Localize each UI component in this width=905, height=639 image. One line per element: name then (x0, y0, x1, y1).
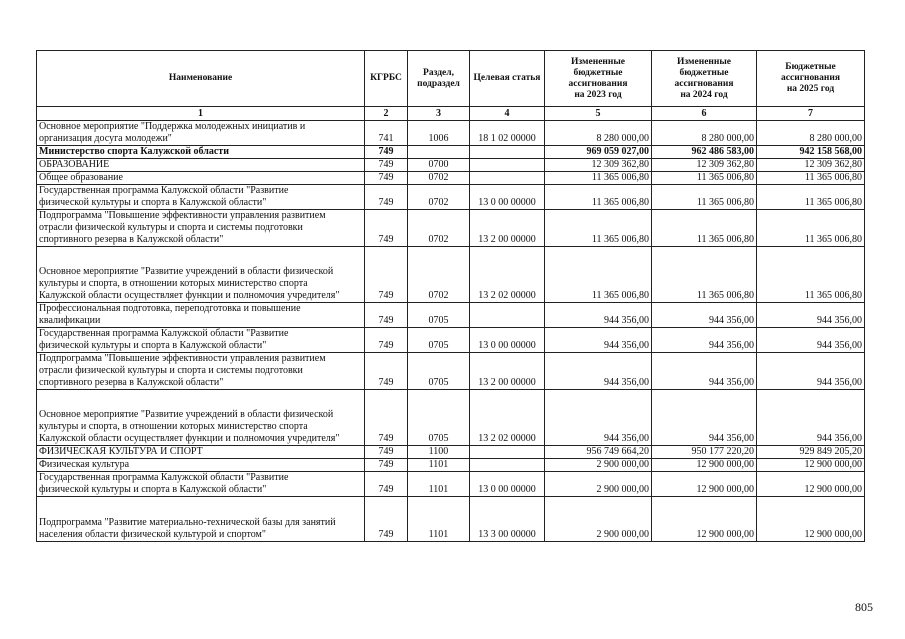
row-target (470, 303, 545, 328)
table-row (37, 146, 865, 159)
row-target: 18 1 02 00000 (470, 121, 545, 146)
row-2024: 11 365 006,80 (652, 247, 757, 303)
row-kgrbs: 749 (365, 390, 408, 446)
row-name: ОБРАЗОВАНИЕ (37, 159, 365, 172)
row-name: Государственная программа Калужской области "Развитие физической культуры и спорта в Калужской области" (37, 185, 365, 210)
row-2025: 944 356,00 (757, 353, 865, 390)
row-section: 1101 (408, 459, 470, 472)
row-section: 0705 (408, 390, 470, 446)
row-kgrbs: 749 (365, 247, 408, 303)
row-2025: 11 365 006,80 (757, 210, 865, 247)
row-target (470, 172, 545, 185)
header-2024: Измененные бюджетные ассигнования на 2024 год (652, 51, 757, 107)
row-2023: 8 280 000,00 (545, 121, 652, 146)
row-name: Подпрограмма "Развитие материально-технической базы для занятий населения области физической культурой и спортом" (37, 497, 365, 542)
row-target (470, 146, 545, 159)
row-2023: 12 309 362,80 (545, 159, 652, 172)
header-section: Раздел, подраздел (408, 51, 470, 107)
row-target (470, 159, 545, 172)
row-2025: 11 365 006,80 (757, 247, 865, 303)
row-2025: 12 900 000,00 (757, 472, 865, 497)
row-2023: 944 356,00 (545, 390, 652, 446)
row-2023: 944 356,00 (545, 303, 652, 328)
table-row (37, 353, 865, 390)
row-2023: 2 900 000,00 (545, 497, 652, 542)
row-kgrbs: 741 (365, 121, 408, 146)
row-2025: 12 900 000,00 (757, 497, 865, 542)
header-kgrbs: КГРБС (365, 51, 408, 107)
row-kgrbs: 749 (365, 328, 408, 353)
row-2025: 8 280 000,00 (757, 121, 865, 146)
table-row (37, 172, 865, 185)
row-target: 13 3 00 00000 (470, 497, 545, 542)
table-row (37, 459, 865, 472)
column-number: 3 (408, 107, 470, 121)
row-2023: 11 365 006,80 (545, 247, 652, 303)
table-row (37, 390, 865, 446)
row-name: ФИЗИЧЕСКАЯ КУЛЬТУРА И СПОРТ (37, 446, 365, 459)
budget-table (36, 50, 865, 542)
row-name: Физическая культура (37, 459, 365, 472)
row-section: 0702 (408, 172, 470, 185)
table-row (37, 328, 865, 353)
row-section: 1101 (408, 497, 470, 542)
column-number-row (37, 107, 865, 121)
row-2025: 944 356,00 (757, 390, 865, 446)
header-target: Целевая статья (470, 51, 545, 107)
row-name: Подпрограмма "Повышение эффективности управления развитием отрасли физической культуры и спорта и системы подготовки спортивного резерва в Калужской области" (37, 353, 365, 390)
row-2023: 956 749 664,20 (545, 446, 652, 459)
row-2025: 11 365 006,80 (757, 172, 865, 185)
row-2025: 11 365 006,80 (757, 185, 865, 210)
row-target: 13 0 00 00000 (470, 328, 545, 353)
row-name: Подпрограмма "Повышение эффективности управления развитием отрасли физической культуры и спорта и системы подготовки спортивного резерва в Калужской области" (37, 210, 365, 247)
row-kgrbs: 749 (365, 210, 408, 247)
row-section: 1006 (408, 121, 470, 146)
column-number: 4 (470, 107, 545, 121)
table-row (37, 247, 865, 303)
row-2023: 11 365 006,80 (545, 172, 652, 185)
row-2023: 2 900 000,00 (545, 472, 652, 497)
row-section: 1100 (408, 446, 470, 459)
row-2024: 12 900 000,00 (652, 497, 757, 542)
row-2023: 944 356,00 (545, 353, 652, 390)
table-row (37, 185, 865, 210)
row-2025: 929 849 205,20 (757, 446, 865, 459)
row-target: 13 2 00 00000 (470, 210, 545, 247)
row-section: 0705 (408, 303, 470, 328)
row-2025: 944 356,00 (757, 328, 865, 353)
row-2024: 11 365 006,80 (652, 210, 757, 247)
table-body (37, 121, 865, 542)
row-section: 0702 (408, 210, 470, 247)
table-row (37, 121, 865, 146)
row-kgrbs: 749 (365, 185, 408, 210)
row-kgrbs: 749 (365, 459, 408, 472)
row-2024: 12 900 000,00 (652, 459, 757, 472)
header-name: Наименование (37, 51, 365, 107)
row-target: 13 2 00 00000 (470, 353, 545, 390)
row-name: Государственная программа Калужской области "Развитие физической культуры и спорта в Калужской области" (37, 472, 365, 497)
row-2024: 944 356,00 (652, 328, 757, 353)
column-number: 1 (37, 107, 365, 121)
column-number: 5 (545, 107, 652, 121)
row-kgrbs: 749 (365, 159, 408, 172)
table-header (37, 51, 865, 121)
row-section: 1101 (408, 472, 470, 497)
row-2024: 944 356,00 (652, 353, 757, 390)
row-target: 13 2 02 00000 (470, 390, 545, 446)
row-2024: 11 365 006,80 (652, 185, 757, 210)
row-section (408, 146, 470, 159)
table-row (37, 472, 865, 497)
row-2024: 944 356,00 (652, 303, 757, 328)
row-section: 0705 (408, 328, 470, 353)
row-2024: 944 356,00 (652, 390, 757, 446)
row-2025: 942 158 568,00 (757, 146, 865, 159)
row-2023: 969 059 027,00 (545, 146, 652, 159)
row-section: 0705 (408, 353, 470, 390)
row-target (470, 459, 545, 472)
row-kgrbs: 749 (365, 146, 408, 159)
column-number: 7 (757, 107, 865, 121)
row-section: 0700 (408, 159, 470, 172)
row-2024: 8 280 000,00 (652, 121, 757, 146)
header-row (37, 51, 865, 107)
row-2023: 11 365 006,80 (545, 185, 652, 210)
header-2025: Бюджетные ассигнования на 2025 год (757, 51, 865, 107)
column-number: 6 (652, 107, 757, 121)
row-2024: 950 177 220,20 (652, 446, 757, 459)
table-row (37, 446, 865, 459)
row-name: Министерство спорта Калужской области (37, 146, 365, 159)
table-row (37, 303, 865, 328)
row-name: Общее образование (37, 172, 365, 185)
table-row (37, 210, 865, 247)
row-name: Государственная программа Калужской области "Развитие физической культуры и спорта в Калужской области" (37, 328, 365, 353)
table-row (37, 159, 865, 172)
row-kgrbs: 749 (365, 472, 408, 497)
row-name: Основное мероприятие "Поддержка молодежных инициатив и организация досуга молодежи" (37, 121, 365, 146)
row-2023: 11 365 006,80 (545, 210, 652, 247)
row-2023: 2 900 000,00 (545, 459, 652, 472)
row-target: 13 0 00 00000 (470, 472, 545, 497)
row-2024: 962 486 583,00 (652, 146, 757, 159)
row-target (470, 446, 545, 459)
row-2024: 11 365 006,80 (652, 172, 757, 185)
row-name: Основное мероприятие "Развитие учреждений в области физической культуры и спорта, в отношении которых министерство спорта Калужской области осуществляет функции и полномочия учредителя" (37, 247, 365, 303)
row-section: 0702 (408, 247, 470, 303)
row-2025: 12 900 000,00 (757, 459, 865, 472)
row-2025: 12 309 362,80 (757, 159, 865, 172)
row-2025: 944 356,00 (757, 303, 865, 328)
row-name: Основное мероприятие "Развитие учреждений в области физической культуры и спорта, в отношении которых министерство спорта Калужской области осуществляет функции и полномочия учредителя" (37, 390, 365, 446)
row-section: 0702 (408, 185, 470, 210)
row-2024: 12 309 362,80 (652, 159, 757, 172)
row-kgrbs: 749 (365, 303, 408, 328)
row-kgrbs: 749 (365, 172, 408, 185)
row-kgrbs: 749 (365, 353, 408, 390)
row-2024: 12 900 000,00 (652, 472, 757, 497)
row-target: 13 0 00 00000 (470, 185, 545, 210)
row-kgrbs: 749 (365, 497, 408, 542)
column-number: 2 (365, 107, 408, 121)
table-row (37, 497, 865, 542)
page-number: 805 (855, 600, 873, 614)
row-name: Профессиональная подготовка, переподготовка и повышение квалификации (37, 303, 365, 328)
row-2023: 944 356,00 (545, 328, 652, 353)
header-2023: Измененные бюджетные ассигнования на 2023 год (545, 51, 652, 107)
row-target: 13 2 02 00000 (470, 247, 545, 303)
row-kgrbs: 749 (365, 446, 408, 459)
